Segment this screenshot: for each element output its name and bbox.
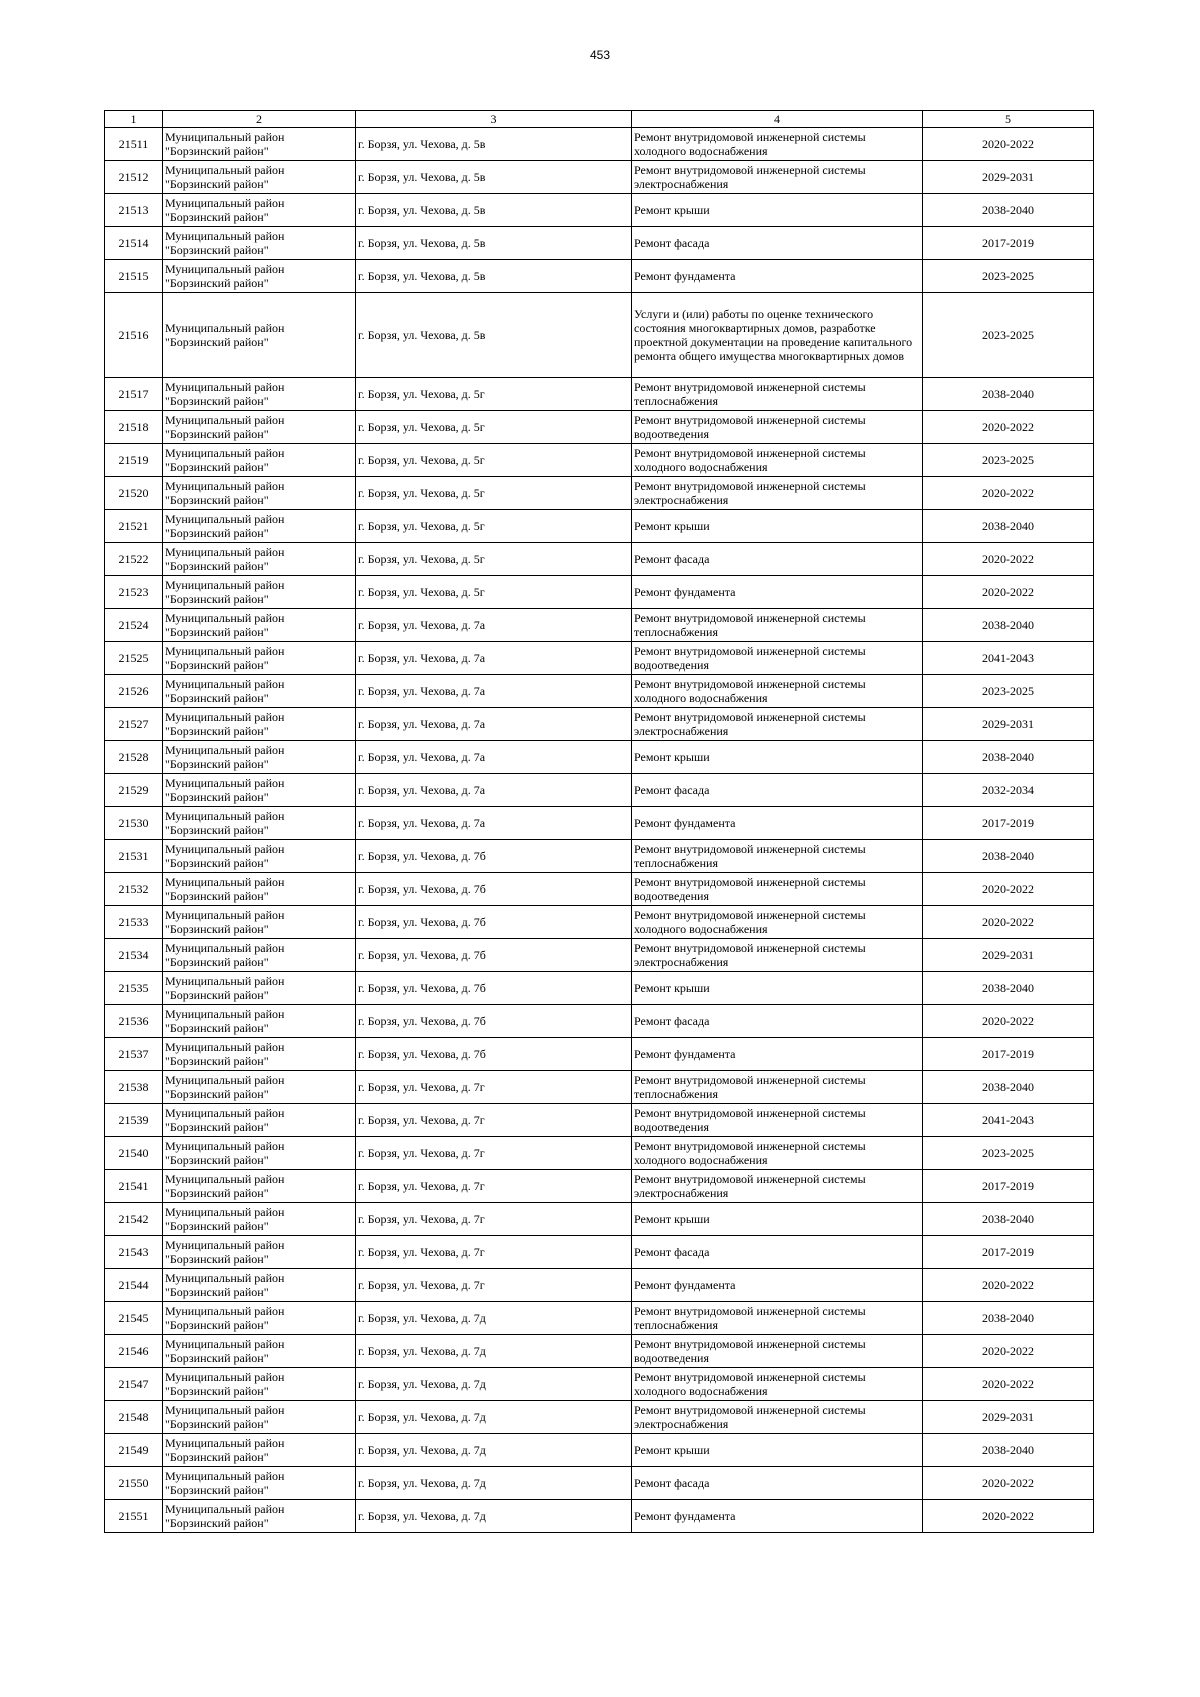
municipality-cell <box>163 1203 356 1236</box>
table-row <box>105 411 1094 444</box>
municipality-line: Муниципальный район "Борзинский район" <box>165 262 285 290</box>
municipality-cell <box>163 1104 356 1137</box>
address-cell: г. Борзя, ул. Чехова, д. 7д <box>356 1302 632 1335</box>
table-row <box>105 1038 1094 1071</box>
address-cell: г. Борзя, ул. Чехова, д. 7д <box>356 1434 632 1467</box>
municipality-line: Муниципальный район "Борзинский район" <box>165 1469 285 1497</box>
work-type-cell: Ремонт внутридомовой инженерной системы холодного водоснабжения <box>632 444 923 477</box>
municipality-line: Муниципальный район "Борзинский район" <box>165 1106 285 1134</box>
repair-schedule-table <box>104 110 1094 1533</box>
municipality-cell <box>163 1038 356 1071</box>
work-type-cell: Ремонт внутридомовой инженерной системы электроснабжения <box>632 477 923 510</box>
municipality-cell <box>163 1137 356 1170</box>
period-cell: 2038-2040 <box>923 378 1094 411</box>
work-type-cell: Ремонт фундамента <box>632 1269 923 1302</box>
municipality-cell <box>163 194 356 227</box>
municipality-line: Муниципальный район "Борзинский район" <box>165 809 285 837</box>
work-type-cell: Ремонт фасада <box>632 1236 923 1269</box>
address-cell: г. Борзя, ул. Чехова, д. 5в <box>356 161 632 194</box>
address-cell: г. Борзя, ул. Чехова, д. 5г <box>356 477 632 510</box>
period-cell: 2023-2025 <box>923 1137 1094 1170</box>
address-cell: г. Борзя, ул. Чехова, д. 7б <box>356 1038 632 1071</box>
period-cell: 2041-2043 <box>923 1104 1094 1137</box>
address-cell: г. Борзя, ул. Чехова, д. 5г <box>356 576 632 609</box>
row-number-cell: 21516 <box>105 293 163 378</box>
municipality-line: Муниципальный район "Борзинский район" <box>165 677 285 705</box>
work-type-cell: Ремонт фундамента <box>632 1038 923 1071</box>
municipality-line: Муниципальный район "Борзинский район" <box>165 1436 285 1464</box>
table-row <box>105 194 1094 227</box>
municipality-cell <box>163 1005 356 1038</box>
address-cell: г. Борзя, ул. Чехова, д. 7б <box>356 873 632 906</box>
work-type-cell: Ремонт внутридомовой инженерной системы водоотведения <box>632 873 923 906</box>
row-number-cell: 21522 <box>105 543 163 576</box>
row-number-cell: 21533 <box>105 906 163 939</box>
address-cell: г. Борзя, ул. Чехова, д. 5г <box>356 411 632 444</box>
municipality-cell <box>163 260 356 293</box>
row-number-cell: 21537 <box>105 1038 163 1071</box>
address-cell: г. Борзя, ул. Чехова, д. 7д <box>356 1401 632 1434</box>
period-cell: 2038-2040 <box>923 840 1094 873</box>
work-type-cell: Ремонт внутридомовой инженерной системы теплоснабжения <box>632 840 923 873</box>
work-type-cell: Ремонт внутридомовой инженерной системы холодного водоснабжения <box>632 906 923 939</box>
table-row <box>105 1302 1094 1335</box>
municipality-line: Муниципальный район "Борзинский район" <box>165 446 285 474</box>
address-cell: г. Борзя, ул. Чехова, д. 5г <box>356 543 632 576</box>
table-row <box>105 161 1094 194</box>
municipality-cell <box>163 1170 356 1203</box>
work-type-cell: Ремонт внутридомовой инженерной системы электроснабжения <box>632 1401 923 1434</box>
row-number-cell: 21547 <box>105 1368 163 1401</box>
table-row <box>105 807 1094 840</box>
table-row <box>105 642 1094 675</box>
row-number-cell: 21513 <box>105 194 163 227</box>
address-cell: г. Борзя, ул. Чехова, д. 7д <box>356 1368 632 1401</box>
work-type-cell: Ремонт внутридомовой инженерной системы теплоснабжения <box>632 609 923 642</box>
row-number-cell: 21551 <box>105 1500 163 1533</box>
row-number-cell: 21530 <box>105 807 163 840</box>
table-row <box>105 1335 1094 1368</box>
row-number-cell: 21527 <box>105 708 163 741</box>
row-number-cell: 21534 <box>105 939 163 972</box>
municipality-cell <box>163 444 356 477</box>
work-type-cell: Ремонт внутридомовой инженерной системы водоотведения <box>632 1104 923 1137</box>
municipality-cell <box>163 1071 356 1104</box>
work-type-cell: Ремонт внутридомовой инженерной системы электроснабжения <box>632 1170 923 1203</box>
table-row <box>105 227 1094 260</box>
period-cell: 2023-2025 <box>923 444 1094 477</box>
period-cell: 2023-2025 <box>923 675 1094 708</box>
municipality-cell <box>163 128 356 161</box>
table-row <box>105 510 1094 543</box>
address-cell: г. Борзя, ул. Чехова, д. 7д <box>356 1467 632 1500</box>
municipality-line: Муниципальный район "Борзинский район" <box>165 776 285 804</box>
municipality-cell <box>163 939 356 972</box>
table-row <box>105 609 1094 642</box>
table-row <box>105 708 1094 741</box>
row-number-cell: 21514 <box>105 227 163 260</box>
row-number-cell: 21520 <box>105 477 163 510</box>
work-type-cell: Ремонт крыши <box>632 972 923 1005</box>
row-number-cell: 21536 <box>105 1005 163 1038</box>
address-cell: г. Борзя, ул. Чехова, д. 5в <box>356 227 632 260</box>
municipality-cell <box>163 972 356 1005</box>
municipality-cell <box>163 378 356 411</box>
table-row <box>105 1203 1094 1236</box>
period-cell: 2038-2040 <box>923 510 1094 543</box>
work-type-cell: Ремонт фасада <box>632 1005 923 1038</box>
municipality-cell <box>163 1500 356 1533</box>
period-cell: 2029-2031 <box>923 708 1094 741</box>
municipality-cell <box>163 1269 356 1302</box>
work-type-cell: Ремонт крыши <box>632 1434 923 1467</box>
address-cell: г. Борзя, ул. Чехова, д. 7г <box>356 1104 632 1137</box>
address-cell: г. Борзя, ул. Чехова, д. 7а <box>356 774 632 807</box>
period-cell: 2020-2022 <box>923 1500 1094 1533</box>
address-cell: г. Борзя, ул. Чехова, д. 7а <box>356 609 632 642</box>
municipality-line: Муниципальный район "Борзинский район" <box>165 578 285 606</box>
row-number-cell: 21539 <box>105 1104 163 1137</box>
work-type-cell: Ремонт внутридомовой инженерной системы холодного водоснабжения <box>632 1368 923 1401</box>
address-cell: г. Борзя, ул. Чехова, д. 5в <box>356 128 632 161</box>
municipality-cell <box>163 576 356 609</box>
work-type-cell: Ремонт внутридомовой инженерной системы водоотведения <box>632 642 923 675</box>
work-type-cell: Ремонт внутридомовой инженерной системы теплоснабжения <box>632 378 923 411</box>
municipality-line: Муниципальный район "Борзинский район" <box>165 842 285 870</box>
work-type-cell: Ремонт внутридомовой инженерной системы электроснабжения <box>632 939 923 972</box>
table-row <box>105 1467 1094 1500</box>
table-row <box>105 840 1094 873</box>
row-number-cell: 21518 <box>105 411 163 444</box>
table-row <box>105 1170 1094 1203</box>
work-type-cell: Ремонт внутридомовой инженерной системы теплоснабжения <box>632 1302 923 1335</box>
period-cell: 2017-2019 <box>923 1170 1094 1203</box>
table-row <box>105 1137 1094 1170</box>
period-cell: 2020-2022 <box>923 128 1094 161</box>
row-number-cell: 21543 <box>105 1236 163 1269</box>
address-cell: г. Борзя, ул. Чехова, д. 7а <box>356 642 632 675</box>
municipality-line: Муниципальный район "Борзинский район" <box>165 1007 285 1035</box>
address-cell: г. Борзя, ул. Чехова, д. 7д <box>356 1335 632 1368</box>
period-cell: 2029-2031 <box>923 939 1094 972</box>
period-cell: 2020-2022 <box>923 411 1094 444</box>
address-cell: г. Борзя, ул. Чехова, д. 5г <box>356 510 632 543</box>
work-type-cell: Ремонт крыши <box>632 510 923 543</box>
row-number-cell: 21526 <box>105 675 163 708</box>
work-type-cell: Ремонт внутридомовой инженерной системы электроснабжения <box>632 161 923 194</box>
row-number-cell: 21524 <box>105 609 163 642</box>
municipality-line: Муниципальный район "Борзинский район" <box>165 743 285 771</box>
period-cell: 2020-2022 <box>923 576 1094 609</box>
row-number-cell: 21529 <box>105 774 163 807</box>
row-number-cell: 21512 <box>105 161 163 194</box>
table-row <box>105 1236 1094 1269</box>
column-number-row <box>105 111 1094 128</box>
period-cell: 2017-2019 <box>923 227 1094 260</box>
municipality-cell <box>163 510 356 543</box>
municipality-cell <box>163 906 356 939</box>
municipality-line: Муниципальный район "Борзинский район" <box>165 611 285 639</box>
table-row <box>105 576 1094 609</box>
municipality-line: Муниципальный район "Борзинский район" <box>165 974 285 1002</box>
address-cell: г. Борзя, ул. Чехова, д. 5в <box>356 293 632 378</box>
row-number-cell: 21550 <box>105 1467 163 1500</box>
period-cell: 2041-2043 <box>923 642 1094 675</box>
period-cell: 2038-2040 <box>923 741 1094 774</box>
address-cell: г. Борзя, ул. Чехова, д. 5в <box>356 194 632 227</box>
municipality-cell <box>163 543 356 576</box>
table-row <box>105 543 1094 576</box>
table-row <box>105 939 1094 972</box>
municipality-cell <box>163 807 356 840</box>
table-row <box>105 1434 1094 1467</box>
municipality-cell <box>163 477 356 510</box>
period-cell: 2020-2022 <box>923 1335 1094 1368</box>
work-type-cell: Ремонт крыши <box>632 194 923 227</box>
address-cell: г. Борзя, ул. Чехова, д. 7а <box>356 741 632 774</box>
address-cell: г. Борзя, ул. Чехова, д. 7б <box>356 840 632 873</box>
table-row <box>105 1368 1094 1401</box>
municipality-line: Муниципальный район "Борзинский район" <box>165 941 285 969</box>
municipality-line: Муниципальный район "Борзинский район" <box>165 380 285 408</box>
table-row <box>105 128 1094 161</box>
period-cell: 2020-2022 <box>923 1269 1094 1302</box>
municipality-cell <box>163 1335 356 1368</box>
municipality-line: Муниципальный район "Борзинский район" <box>165 1271 285 1299</box>
address-cell: г. Борзя, ул. Чехова, д. 7г <box>356 1071 632 1104</box>
municipality-cell <box>163 1368 356 1401</box>
table-row <box>105 1500 1094 1533</box>
column-header: 1 <box>105 111 163 128</box>
municipality-line: Муниципальный район "Борзинский район" <box>165 644 285 672</box>
row-number-cell: 21523 <box>105 576 163 609</box>
municipality-line: Муниципальный район "Борзинский район" <box>165 1370 285 1398</box>
municipality-cell <box>163 708 356 741</box>
table-row <box>105 1401 1094 1434</box>
municipality-line: Муниципальный район "Борзинский район" <box>165 1304 285 1332</box>
municipality-line: Муниципальный район "Борзинский район" <box>165 321 285 349</box>
row-number-cell: 21548 <box>105 1401 163 1434</box>
page-number: 453 <box>589 48 611 62</box>
municipality-cell <box>163 774 356 807</box>
municipality-line: Муниципальный район "Борзинский район" <box>165 1073 285 1101</box>
table-row <box>105 1269 1094 1302</box>
period-cell: 2017-2019 <box>923 1236 1094 1269</box>
period-cell: 2038-2040 <box>923 1203 1094 1236</box>
work-type-cell: Ремонт внутридомовой инженерной системы холодного водоснабжения <box>632 1137 923 1170</box>
municipality-line: Муниципальный район "Борзинский район" <box>165 196 285 224</box>
address-cell: г. Борзя, ул. Чехова, д. 7г <box>356 1203 632 1236</box>
table-row <box>105 906 1094 939</box>
municipality-line: Муниципальный район "Борзинский район" <box>165 512 285 540</box>
address-cell: г. Борзя, ул. Чехова, д. 7г <box>356 1137 632 1170</box>
work-type-cell: Ремонт фасада <box>632 1467 923 1500</box>
period-cell: 2020-2022 <box>923 543 1094 576</box>
work-type-cell: Ремонт крыши <box>632 1203 923 1236</box>
municipality-line: Муниципальный район "Борзинский район" <box>165 1403 285 1431</box>
municipality-line: Муниципальный район "Борзинский район" <box>165 1502 285 1530</box>
municipality-cell <box>163 1467 356 1500</box>
period-cell: 2038-2040 <box>923 1302 1094 1335</box>
address-cell: г. Борзя, ул. Чехова, д. 7д <box>356 1500 632 1533</box>
work-type-cell: Услуги и (или) работы по оценке технического состояния многоквартирных домов, разработке проектной документации на проведение капитального ремонта общего имущества многоквартирных домов <box>632 293 923 378</box>
period-cell: 2032-2034 <box>923 774 1094 807</box>
table-row <box>105 260 1094 293</box>
work-type-cell: Ремонт фасада <box>632 543 923 576</box>
address-cell: г. Борзя, ул. Чехова, д. 7г <box>356 1170 632 1203</box>
period-cell: 2038-2040 <box>923 1434 1094 1467</box>
address-cell: г. Борзя, ул. Чехова, д. 5г <box>356 444 632 477</box>
period-cell: 2020-2022 <box>923 906 1094 939</box>
period-cell: 2029-2031 <box>923 161 1094 194</box>
table-row <box>105 774 1094 807</box>
municipality-line: Муниципальный район "Борзинский район" <box>165 1337 285 1365</box>
table-row <box>105 378 1094 411</box>
municipality-line: Муниципальный район "Борзинский район" <box>165 130 285 158</box>
municipality-line: Муниципальный район "Борзинский район" <box>165 875 285 903</box>
address-cell: г. Борзя, ул. Чехова, д. 7а <box>356 675 632 708</box>
work-type-cell: Ремонт крыши <box>632 741 923 774</box>
row-number-cell: 21535 <box>105 972 163 1005</box>
table-row <box>105 444 1094 477</box>
work-type-cell: Ремонт фундамента <box>632 807 923 840</box>
address-cell: г. Борзя, ул. Чехова, д. 7б <box>356 972 632 1005</box>
row-number-cell: 21519 <box>105 444 163 477</box>
period-cell: 2023-2025 <box>923 260 1094 293</box>
period-cell: 2017-2019 <box>923 1038 1094 1071</box>
row-number-cell: 21517 <box>105 378 163 411</box>
row-number-cell: 21542 <box>105 1203 163 1236</box>
municipality-line: Муниципальный район "Борзинский район" <box>165 163 285 191</box>
row-number-cell: 21541 <box>105 1170 163 1203</box>
row-number-cell: 21544 <box>105 1269 163 1302</box>
row-number-cell: 21521 <box>105 510 163 543</box>
municipality-cell <box>163 609 356 642</box>
work-type-cell: Ремонт фундамента <box>632 1500 923 1533</box>
address-cell: г. Борзя, ул. Чехова, д. 5в <box>356 260 632 293</box>
municipality-line: Муниципальный район "Борзинский район" <box>165 908 285 936</box>
table-row <box>105 477 1094 510</box>
period-cell: 2023-2025 <box>923 293 1094 378</box>
column-header: 5 <box>923 111 1094 128</box>
municipality-cell <box>163 675 356 708</box>
address-cell: г. Борзя, ул. Чехова, д. 5г <box>356 378 632 411</box>
municipality-cell <box>163 1401 356 1434</box>
municipality-cell <box>163 642 356 675</box>
work-type-cell: Ремонт внутридомовой инженерной системы холодного водоснабжения <box>632 675 923 708</box>
period-cell: 2020-2022 <box>923 873 1094 906</box>
address-cell: г. Борзя, ул. Чехова, д. 7б <box>356 906 632 939</box>
period-cell: 2020-2022 <box>923 1005 1094 1038</box>
period-cell: 2020-2022 <box>923 1368 1094 1401</box>
municipality-cell <box>163 293 356 378</box>
row-number-cell: 21531 <box>105 840 163 873</box>
period-cell: 2038-2040 <box>923 972 1094 1005</box>
period-cell: 2020-2022 <box>923 1467 1094 1500</box>
address-cell: г. Борзя, ул. Чехова, д. 7г <box>356 1236 632 1269</box>
row-number-cell: 21546 <box>105 1335 163 1368</box>
municipality-cell <box>163 840 356 873</box>
work-type-cell: Ремонт фасада <box>632 774 923 807</box>
period-cell: 2020-2022 <box>923 477 1094 510</box>
column-header: 4 <box>632 111 923 128</box>
address-cell: г. Борзя, ул. Чехова, д. 7б <box>356 1005 632 1038</box>
table-body <box>105 128 1094 1533</box>
period-cell: 2038-2040 <box>923 1071 1094 1104</box>
table-row <box>105 1071 1094 1104</box>
municipality-line: Муниципальный район "Борзинский район" <box>165 1205 285 1233</box>
period-cell: 2038-2040 <box>923 194 1094 227</box>
table-row <box>105 1104 1094 1137</box>
row-number-cell: 21525 <box>105 642 163 675</box>
municipality-line: Муниципальный район "Борзинский район" <box>165 710 285 738</box>
work-type-cell: Ремонт внутридомовой инженерной системы теплоснабжения <box>632 1071 923 1104</box>
row-number-cell: 21538 <box>105 1071 163 1104</box>
row-number-cell: 21540 <box>105 1137 163 1170</box>
municipality-line: Муниципальный район "Борзинский район" <box>165 1238 285 1266</box>
address-cell: г. Борзя, ул. Чехова, д. 7б <box>356 939 632 972</box>
municipality-line: Муниципальный район "Борзинский район" <box>165 1139 285 1167</box>
municipality-cell <box>163 873 356 906</box>
work-type-cell: Ремонт внутридомовой инженерной системы электроснабжения <box>632 708 923 741</box>
table-row <box>105 675 1094 708</box>
municipality-cell <box>163 741 356 774</box>
row-number-cell: 21515 <box>105 260 163 293</box>
work-type-cell: Ремонт фундамента <box>632 260 923 293</box>
municipality-cell <box>163 161 356 194</box>
row-number-cell: 21532 <box>105 873 163 906</box>
municipality-cell <box>163 1434 356 1467</box>
column-header: 2 <box>163 111 356 128</box>
work-type-cell: Ремонт внутридомовой инженерной системы водоотведения <box>632 411 923 444</box>
table-row <box>105 293 1094 378</box>
address-cell: г. Борзя, ул. Чехова, д. 7а <box>356 708 632 741</box>
municipality-line: Муниципальный район "Борзинский район" <box>165 545 285 573</box>
work-type-cell: Ремонт фундамента <box>632 576 923 609</box>
row-number-cell: 21511 <box>105 128 163 161</box>
municipality-cell <box>163 1236 356 1269</box>
table-row <box>105 741 1094 774</box>
municipality-line: Муниципальный район "Борзинский район" <box>165 1040 285 1068</box>
municipality-cell <box>163 1302 356 1335</box>
work-type-cell: Ремонт внутридомовой инженерной системы водоотведения <box>632 1335 923 1368</box>
table-row <box>105 1005 1094 1038</box>
address-cell: г. Борзя, ул. Чехова, д. 7г <box>356 1269 632 1302</box>
work-type-cell: Ремонт внутридомовой инженерной системы холодного водоснабжения <box>632 128 923 161</box>
municipality-line: Муниципальный район "Борзинский район" <box>165 1172 285 1200</box>
period-cell: 2038-2040 <box>923 609 1094 642</box>
row-number-cell: 21545 <box>105 1302 163 1335</box>
municipality-line: Муниципальный район "Борзинский район" <box>165 479 285 507</box>
column-header: 3 <box>356 111 632 128</box>
address-cell: г. Борзя, ул. Чехова, д. 7а <box>356 807 632 840</box>
period-cell: 2029-2031 <box>923 1401 1094 1434</box>
table-row <box>105 972 1094 1005</box>
municipality-cell <box>163 227 356 260</box>
row-number-cell: 21549 <box>105 1434 163 1467</box>
row-number-cell: 21528 <box>105 741 163 774</box>
municipality-cell <box>163 411 356 444</box>
period-cell: 2017-2019 <box>923 807 1094 840</box>
municipality-line: Муниципальный район "Борзинский район" <box>165 413 285 441</box>
work-type-cell: Ремонт фасада <box>632 227 923 260</box>
table-row <box>105 873 1094 906</box>
municipality-line: Муниципальный район "Борзинский район" <box>165 229 285 257</box>
